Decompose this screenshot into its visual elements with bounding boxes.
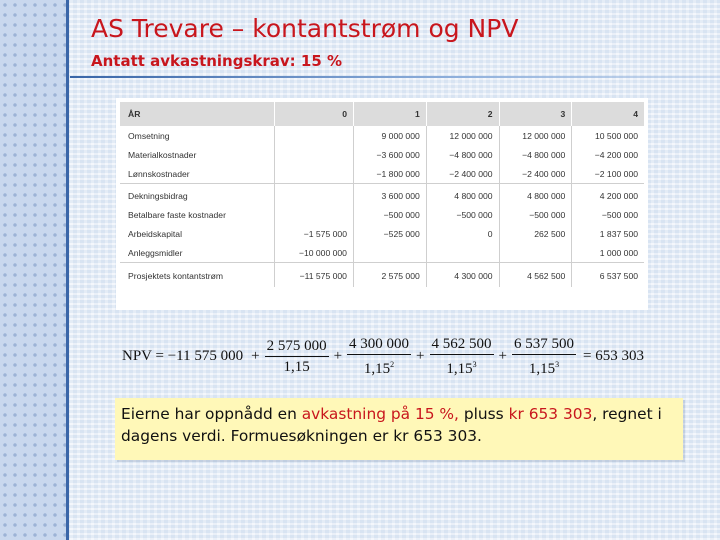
row-label: Materialkostnader bbox=[120, 145, 275, 164]
cell: 4 300 000 bbox=[426, 263, 499, 288]
cell: −4 200 000 bbox=[594, 149, 638, 160]
cell: 0 bbox=[426, 224, 499, 243]
header-year-2: 2 bbox=[426, 102, 499, 126]
row-label: Omsetning bbox=[120, 126, 275, 145]
cell: −1 800 000 bbox=[353, 164, 426, 184]
cell: −10 000 000 bbox=[275, 243, 354, 263]
cash-flow-table bbox=[120, 102, 644, 287]
term-numerator: 2 575 000 bbox=[265, 337, 329, 357]
npv-lhs: NPV = −11 575 000 bbox=[122, 347, 244, 364]
term-denominator: 1,15$^3$ bbox=[528, 359, 560, 377]
cell: −4 800 000 bbox=[426, 145, 499, 164]
npv-result: = 653 303 bbox=[582, 347, 644, 364]
cell: −2 100 000 bbox=[572, 164, 644, 184]
cell: 1 000 000 bbox=[572, 243, 644, 263]
table-row bbox=[120, 205, 644, 224]
cell: 12 000 000 bbox=[499, 126, 572, 145]
row-label: Dekningsbidrag bbox=[120, 184, 275, 206]
table-row bbox=[120, 184, 644, 206]
row-label: Betalbare faste kostnader bbox=[120, 205, 275, 224]
cell: −2 400 000 bbox=[426, 164, 499, 184]
conclusion-note bbox=[115, 398, 683, 460]
table-row bbox=[120, 224, 644, 243]
cell: 4 562 500 bbox=[499, 263, 572, 288]
term-denominator: 1,15 bbox=[283, 358, 310, 375]
cell: −500 000 bbox=[353, 205, 426, 224]
cell: 4 800 000 bbox=[426, 184, 499, 206]
cell bbox=[275, 126, 354, 145]
cell: 6 537 500 bbox=[599, 271, 638, 281]
table-row bbox=[120, 164, 644, 184]
npv-term-1 bbox=[265, 337, 329, 376]
row-label: Arbeidskapital bbox=[120, 224, 275, 243]
cell: 9 000 000 bbox=[353, 126, 426, 145]
table-row-total bbox=[120, 263, 644, 288]
term-denominator: 1,15$^2$ bbox=[363, 359, 395, 377]
row-label: Lønnskostnader bbox=[120, 164, 275, 184]
title-divider bbox=[70, 76, 720, 78]
slide-title: AS Trevare – kontantstrøm og NPV bbox=[91, 14, 519, 43]
cell: −3 600 000 bbox=[353, 145, 426, 164]
npv-formula bbox=[122, 332, 644, 380]
cell bbox=[275, 145, 354, 164]
cell: −1 575 000 bbox=[275, 224, 354, 243]
cash-flow-table-card bbox=[116, 98, 648, 310]
cell bbox=[499, 243, 572, 263]
header-year-4: 4 bbox=[572, 102, 644, 126]
cell: −525 000 bbox=[353, 224, 426, 243]
plus-sign: + bbox=[333, 347, 343, 364]
cell: −11 575 000 bbox=[275, 263, 354, 288]
slide-subtitle: Antatt avkastningskrav: 15 % bbox=[91, 52, 343, 70]
table-header-row bbox=[120, 102, 644, 126]
header-year-0: 0 bbox=[275, 102, 354, 126]
cell: 1 837 500 bbox=[599, 228, 638, 239]
cell: 12 000 000 bbox=[426, 126, 499, 145]
cell: −500 000 bbox=[499, 205, 572, 224]
npv-term-4 bbox=[512, 335, 576, 378]
plus-sign: + bbox=[498, 347, 507, 364]
plus-sign: + bbox=[251, 347, 260, 364]
cell: −500 000 bbox=[426, 205, 499, 224]
cell bbox=[275, 184, 354, 206]
note-text: Eierne har oppnådd en bbox=[121, 405, 302, 423]
row-label: Anleggsmidler bbox=[120, 243, 275, 263]
note-text: pluss bbox=[458, 405, 509, 423]
cell bbox=[353, 243, 426, 263]
note-text: , regnet i dagens verdi. Formuesøkningen er kr 653 303. bbox=[121, 405, 662, 445]
cell: −500 000 bbox=[601, 209, 638, 220]
npv-term-3 bbox=[430, 335, 494, 378]
cell: 262 500 bbox=[499, 224, 572, 243]
cell bbox=[275, 164, 354, 184]
term-numerator: 6 537 500 bbox=[512, 335, 576, 355]
term-denominator: 1,15$^3$ bbox=[446, 359, 477, 377]
table-row bbox=[120, 126, 644, 145]
cell: 10 500 000 bbox=[594, 130, 638, 141]
cell: 2 575 000 bbox=[353, 263, 426, 288]
cell bbox=[275, 205, 354, 224]
note-highlight-amount: kr 653 303 bbox=[508, 405, 593, 423]
cell: 4 200 000 bbox=[599, 190, 638, 201]
table-row bbox=[120, 243, 644, 263]
term-numerator: 4 562 500 bbox=[430, 335, 494, 355]
cell: 3 600 000 bbox=[353, 184, 426, 206]
cell: −2 400 000 bbox=[499, 164, 572, 184]
npv-term-2 bbox=[347, 335, 411, 378]
note-highlight-return: avkastning på 15 %, bbox=[301, 405, 459, 423]
row-label: Prosjektets kontantstrøm bbox=[120, 263, 275, 288]
header-year-3: 3 bbox=[499, 102, 572, 126]
cell bbox=[426, 243, 499, 263]
plus-sign: + bbox=[416, 347, 425, 364]
cell: 4 800 000 bbox=[499, 184, 572, 206]
table-row bbox=[120, 145, 644, 164]
header-year-1: 1 bbox=[353, 102, 426, 126]
decorative-left-strip bbox=[0, 0, 69, 540]
term-numerator: 4 300 000 bbox=[347, 335, 411, 355]
header-year: ÅR bbox=[120, 102, 275, 126]
cell: −4 800 000 bbox=[499, 145, 572, 164]
